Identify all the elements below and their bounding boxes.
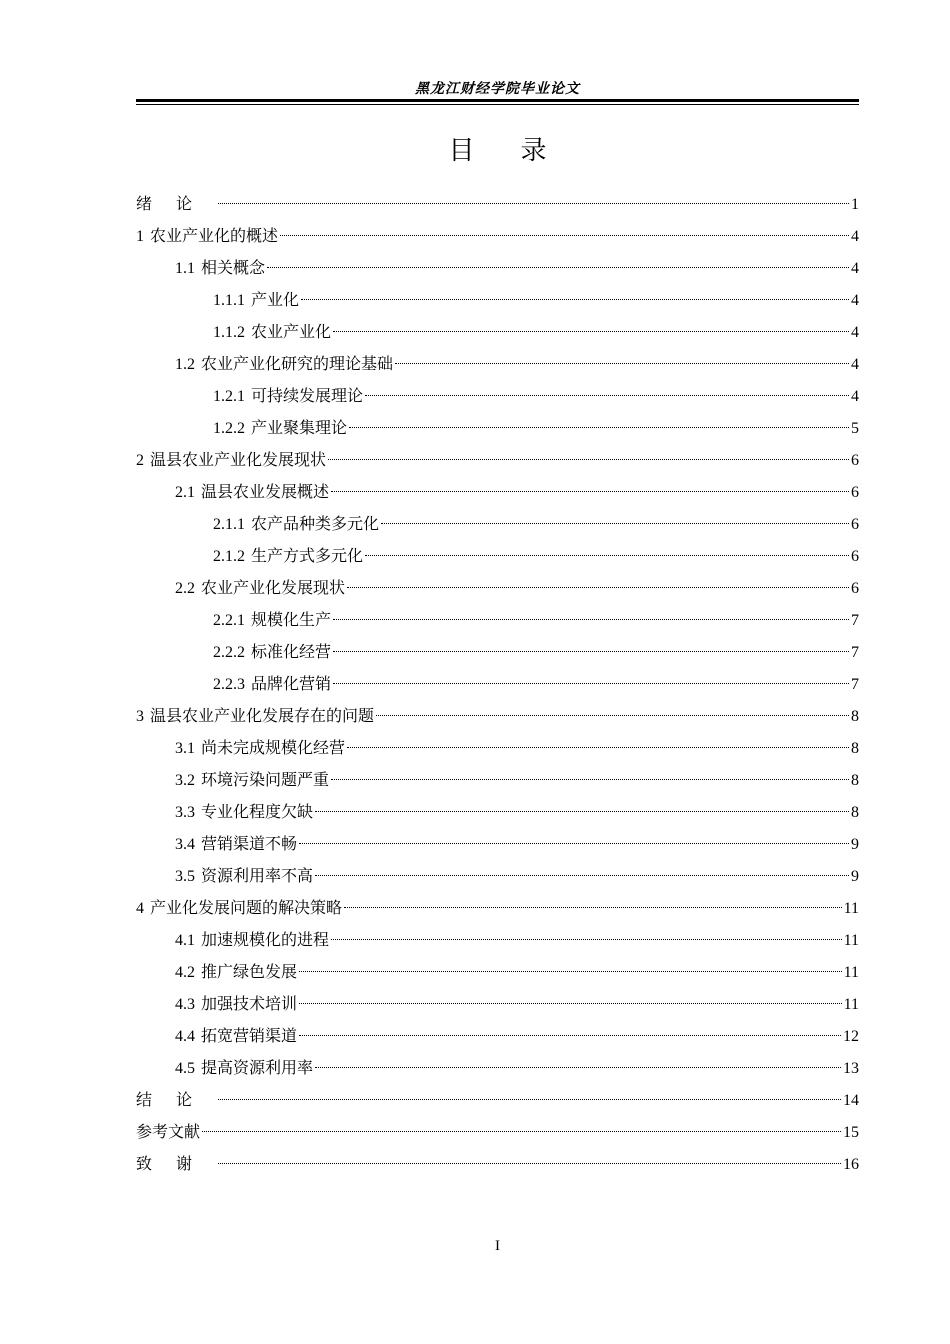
toc-title bbox=[136, 130, 859, 167]
toc-entry-text: 资源利用率不高 bbox=[201, 866, 314, 885]
toc-entry-page: 4 bbox=[851, 324, 859, 341]
toc-entry-text: 产业化 bbox=[251, 290, 300, 309]
toc-entry-label bbox=[136, 892, 342, 925]
toc-dot-leader bbox=[376, 715, 849, 716]
toc-entry-label bbox=[175, 252, 265, 285]
toc-entry[interactable] bbox=[136, 924, 859, 956]
toc-entry[interactable] bbox=[136, 252, 859, 284]
toc-entry[interactable] bbox=[136, 540, 859, 572]
toc-entry-text: 营销渠道不畅 bbox=[201, 834, 298, 853]
toc-dot-leader bbox=[315, 875, 849, 876]
toc-entry[interactable] bbox=[136, 444, 859, 476]
toc-entry[interactable] bbox=[136, 284, 859, 316]
toc-dot-leader bbox=[328, 459, 849, 460]
toc-entry-text: 标准化经营 bbox=[251, 642, 332, 661]
toc-entry[interactable] bbox=[136, 348, 859, 380]
toc-entry-text: 温县农业产业化发展现状 bbox=[150, 450, 327, 469]
toc-entry[interactable] bbox=[136, 572, 859, 604]
toc-entry-page: 4 bbox=[851, 356, 859, 373]
toc-entry-text: 规模化生产 bbox=[251, 610, 332, 629]
toc-dot-leader bbox=[218, 203, 849, 204]
toc-entry-label bbox=[175, 572, 345, 605]
toc-entry-page: 8 bbox=[851, 804, 859, 821]
toc-entry[interactable] bbox=[136, 508, 859, 540]
toc-dot-leader bbox=[347, 587, 849, 588]
toc-entry-number: 2.1.1 bbox=[213, 516, 245, 533]
toc-entry-label bbox=[213, 668, 331, 701]
toc-dot-leader bbox=[333, 683, 849, 684]
toc-entry-label bbox=[136, 220, 278, 253]
toc-entry-text: 产业聚集理论 bbox=[251, 418, 348, 437]
toc-entry-number: 3 bbox=[136, 708, 144, 725]
toc-entry-page: 11 bbox=[843, 932, 859, 949]
toc-entry-label bbox=[175, 764, 329, 797]
toc-entry-page: 6 bbox=[851, 548, 859, 565]
toc-entry-label bbox=[175, 796, 313, 829]
toc-entry-label bbox=[175, 1020, 297, 1053]
toc-dot-leader bbox=[299, 971, 842, 972]
toc-entry[interactable] bbox=[136, 412, 859, 444]
toc-entry[interactable] bbox=[136, 796, 859, 828]
toc-entry[interactable] bbox=[136, 956, 859, 988]
toc-entry-page: 9 bbox=[851, 836, 859, 853]
toc-entry-page: 4 bbox=[851, 388, 859, 405]
toc-dot-leader bbox=[315, 811, 849, 812]
toc-entry-page: 12 bbox=[843, 1028, 859, 1045]
toc-entry[interactable] bbox=[136, 476, 859, 508]
toc-entry-page: 9 bbox=[851, 868, 859, 885]
toc-entry-number: 4.2 bbox=[175, 964, 195, 981]
toc-entry-label bbox=[136, 188, 216, 220]
toc-entry[interactable] bbox=[136, 1020, 859, 1052]
toc-entry[interactable] bbox=[136, 764, 859, 796]
toc-dot-leader bbox=[315, 1067, 841, 1068]
toc-entry-label bbox=[175, 924, 329, 957]
toc-dot-leader bbox=[395, 363, 849, 364]
toc-entry-label bbox=[136, 1148, 216, 1180]
toc-entry-page: 13 bbox=[843, 1060, 859, 1077]
toc-entry-number: 1.1.2 bbox=[213, 324, 245, 341]
toc-entry-label bbox=[213, 540, 363, 573]
toc-entry-text: 环境污染问题严重 bbox=[201, 770, 330, 789]
toc-dot-leader bbox=[365, 555, 849, 556]
toc-entry-page: 11 bbox=[843, 900, 859, 917]
toc-dot-leader bbox=[202, 1131, 841, 1132]
toc-entry-label bbox=[175, 476, 329, 509]
toc-dot-leader bbox=[218, 1099, 841, 1100]
toc-entry-text: 推广绿色发展 bbox=[201, 962, 298, 981]
toc-entry-number: 1 bbox=[136, 228, 144, 245]
toc-entry-number: 3.2 bbox=[175, 772, 195, 789]
toc-dot-leader bbox=[331, 779, 849, 780]
toc-dot-leader bbox=[267, 267, 849, 268]
toc-entry[interactable] bbox=[136, 732, 859, 764]
toc-entry-label bbox=[175, 732, 345, 765]
toc-entry-label bbox=[175, 1052, 313, 1085]
toc-entry-label bbox=[213, 284, 299, 317]
toc-entry-text: 拓宽营销渠道 bbox=[201, 1026, 298, 1045]
toc-entry-page: 16 bbox=[843, 1156, 859, 1173]
toc-entry-text: 温县农业产业化发展存在的问题 bbox=[150, 706, 375, 725]
toc-entry-number: 4.5 bbox=[175, 1060, 195, 1077]
toc-entry[interactable] bbox=[136, 220, 859, 252]
toc-entry[interactable] bbox=[136, 988, 859, 1020]
toc-entry[interactable] bbox=[136, 1116, 859, 1148]
toc-entry[interactable] bbox=[136, 892, 859, 924]
toc-entry-text: 农业产业化 bbox=[251, 322, 332, 341]
toc-entry[interactable] bbox=[136, 668, 859, 700]
toc-dot-leader bbox=[299, 1003, 842, 1004]
running-header: 黑龙江财经学院毕业论文 bbox=[415, 81, 580, 97]
toc-entry-page: 6 bbox=[851, 580, 859, 597]
toc-entry-number: 2.2.1 bbox=[213, 612, 245, 629]
toc-entry-text: 农业产业化的概述 bbox=[150, 226, 279, 245]
toc-entry-text: 参考文献 bbox=[136, 1122, 201, 1141]
toc-dot-leader bbox=[347, 747, 849, 748]
table-of-contents bbox=[136, 188, 859, 1180]
toc-entry[interactable] bbox=[136, 1148, 859, 1180]
toc-entry-text: 专业化程度欠缺 bbox=[201, 802, 314, 821]
toc-entry[interactable] bbox=[136, 1052, 859, 1084]
toc-entry-label bbox=[136, 700, 374, 733]
toc-entry-number: 4.1 bbox=[175, 932, 195, 949]
toc-entry-page: 15 bbox=[843, 1124, 859, 1141]
header-rule-thick bbox=[136, 99, 859, 102]
toc-dot-leader bbox=[301, 299, 849, 300]
toc-entry-page: 6 bbox=[851, 484, 859, 501]
toc-entry-label bbox=[213, 508, 379, 541]
toc-entry-label bbox=[175, 860, 313, 893]
toc-entry-text: 品牌化营销 bbox=[251, 674, 332, 693]
toc-entry-label bbox=[136, 1084, 216, 1116]
toc-entry-number: 3.1 bbox=[175, 740, 195, 757]
toc-title-right: 录 bbox=[520, 136, 547, 166]
toc-entry-number: 3.5 bbox=[175, 868, 195, 885]
toc-entry-number: 2.1.2 bbox=[213, 548, 245, 565]
toc-dot-leader bbox=[331, 491, 849, 492]
toc-title-left: 目 bbox=[448, 136, 475, 166]
toc-entry-page: 8 bbox=[851, 708, 859, 725]
toc-entry-number: 1.2.2 bbox=[213, 420, 245, 437]
toc-entry-number: 3.3 bbox=[175, 804, 195, 821]
toc-entry-page: 6 bbox=[851, 452, 859, 469]
toc-entry-text: 提高资源利用率 bbox=[201, 1058, 314, 1077]
toc-entry-number: 4.3 bbox=[175, 996, 195, 1013]
toc-entry-label bbox=[175, 988, 297, 1021]
toc-dot-leader bbox=[365, 395, 849, 396]
toc-entry-page: 7 bbox=[851, 676, 859, 693]
toc-entry-label bbox=[175, 828, 297, 861]
toc-entry-page: 11 bbox=[843, 996, 859, 1013]
toc-entry-number: 1.1.1 bbox=[213, 292, 245, 309]
toc-entry-label bbox=[136, 444, 326, 477]
toc-entry[interactable] bbox=[136, 316, 859, 348]
toc-entry[interactable] bbox=[136, 828, 859, 860]
toc-dot-leader bbox=[333, 619, 849, 620]
toc-entry-page: 14 bbox=[843, 1092, 859, 1109]
toc-entry-number: 2 bbox=[136, 452, 144, 469]
toc-entry-page: 1 bbox=[851, 196, 859, 213]
toc-entry-label bbox=[213, 636, 331, 669]
toc-entry-page: 4 bbox=[851, 260, 859, 277]
toc-entry-page: 8 bbox=[851, 740, 859, 757]
toc-entry-number: 2.2 bbox=[175, 580, 195, 597]
toc-entry[interactable] bbox=[136, 380, 859, 412]
toc-entry-page: 11 bbox=[843, 964, 859, 981]
toc-entry-text: 温县农业发展概述 bbox=[201, 482, 330, 501]
toc-entry-number: 2.2.2 bbox=[213, 644, 245, 661]
toc-entry-text: 农业产业化发展现状 bbox=[201, 578, 346, 597]
toc-entry-number: 1.1 bbox=[175, 260, 195, 277]
toc-dot-leader bbox=[333, 331, 849, 332]
toc-dot-leader bbox=[299, 843, 849, 844]
toc-entry-text: 生产方式多元化 bbox=[251, 546, 364, 565]
toc-entry-label bbox=[175, 348, 393, 381]
toc-dot-leader bbox=[333, 651, 849, 652]
toc-dot-leader bbox=[280, 235, 849, 236]
toc-entry-page: 6 bbox=[851, 516, 859, 533]
toc-entry-text: 致谢 bbox=[136, 1154, 217, 1173]
toc-entry-page: 4 bbox=[851, 292, 859, 309]
toc-entry-number: 2.1 bbox=[175, 484, 195, 501]
toc-dot-leader bbox=[381, 523, 849, 524]
toc-entry[interactable] bbox=[136, 636, 859, 668]
toc-entry-label bbox=[213, 604, 331, 637]
toc-entry-text: 绪论 bbox=[136, 194, 217, 213]
toc-entry-text: 产业化发展问题的解决策略 bbox=[150, 898, 343, 917]
toc-entry[interactable] bbox=[136, 1084, 859, 1116]
toc-entry-text: 农业产业化研究的理论基础 bbox=[201, 354, 394, 373]
toc-entry-text: 相关概念 bbox=[201, 258, 266, 277]
toc-entry-label bbox=[213, 316, 331, 349]
toc-dot-leader bbox=[218, 1163, 841, 1164]
toc-entry[interactable] bbox=[136, 188, 859, 220]
toc-entry-label bbox=[213, 412, 347, 445]
toc-entry[interactable] bbox=[136, 700, 859, 732]
toc-dot-leader bbox=[349, 427, 849, 428]
toc-entry-text: 加速规模化的进程 bbox=[201, 930, 330, 949]
toc-entry-number: 3.4 bbox=[175, 836, 195, 853]
toc-dot-leader bbox=[299, 1035, 841, 1036]
toc-entry-text: 农产品种类多元化 bbox=[251, 514, 380, 533]
toc-entry-number: 2.2.3 bbox=[213, 676, 245, 693]
toc-entry-label bbox=[136, 1116, 200, 1148]
page-number: I bbox=[495, 1238, 500, 1254]
toc-entry-number: 4.4 bbox=[175, 1028, 195, 1045]
toc-entry-page: 4 bbox=[851, 228, 859, 245]
toc-entry-text: 尚未完成规模化经营 bbox=[201, 738, 346, 757]
toc-entry-number: 1.2.1 bbox=[213, 388, 245, 405]
toc-entry-text: 可持续发展理论 bbox=[251, 386, 364, 405]
toc-entry-page: 8 bbox=[851, 772, 859, 789]
toc-entry-text: 结论 bbox=[136, 1090, 217, 1109]
toc-dot-leader bbox=[344, 907, 842, 908]
toc-entry-number: 4 bbox=[136, 900, 144, 917]
header-rule-thin bbox=[136, 104, 859, 105]
toc-dot-leader bbox=[331, 939, 842, 940]
toc-entry[interactable] bbox=[136, 604, 859, 636]
toc-entry-page: 7 bbox=[851, 612, 859, 629]
toc-entry[interactable] bbox=[136, 860, 859, 892]
toc-entry-page: 7 bbox=[851, 644, 859, 661]
toc-entry-label bbox=[213, 380, 363, 413]
toc-entry-label bbox=[175, 956, 297, 989]
toc-entry-page: 5 bbox=[851, 420, 859, 437]
toc-entry-number: 1.2 bbox=[175, 356, 195, 373]
toc-entry-text: 加强技术培训 bbox=[201, 994, 298, 1013]
